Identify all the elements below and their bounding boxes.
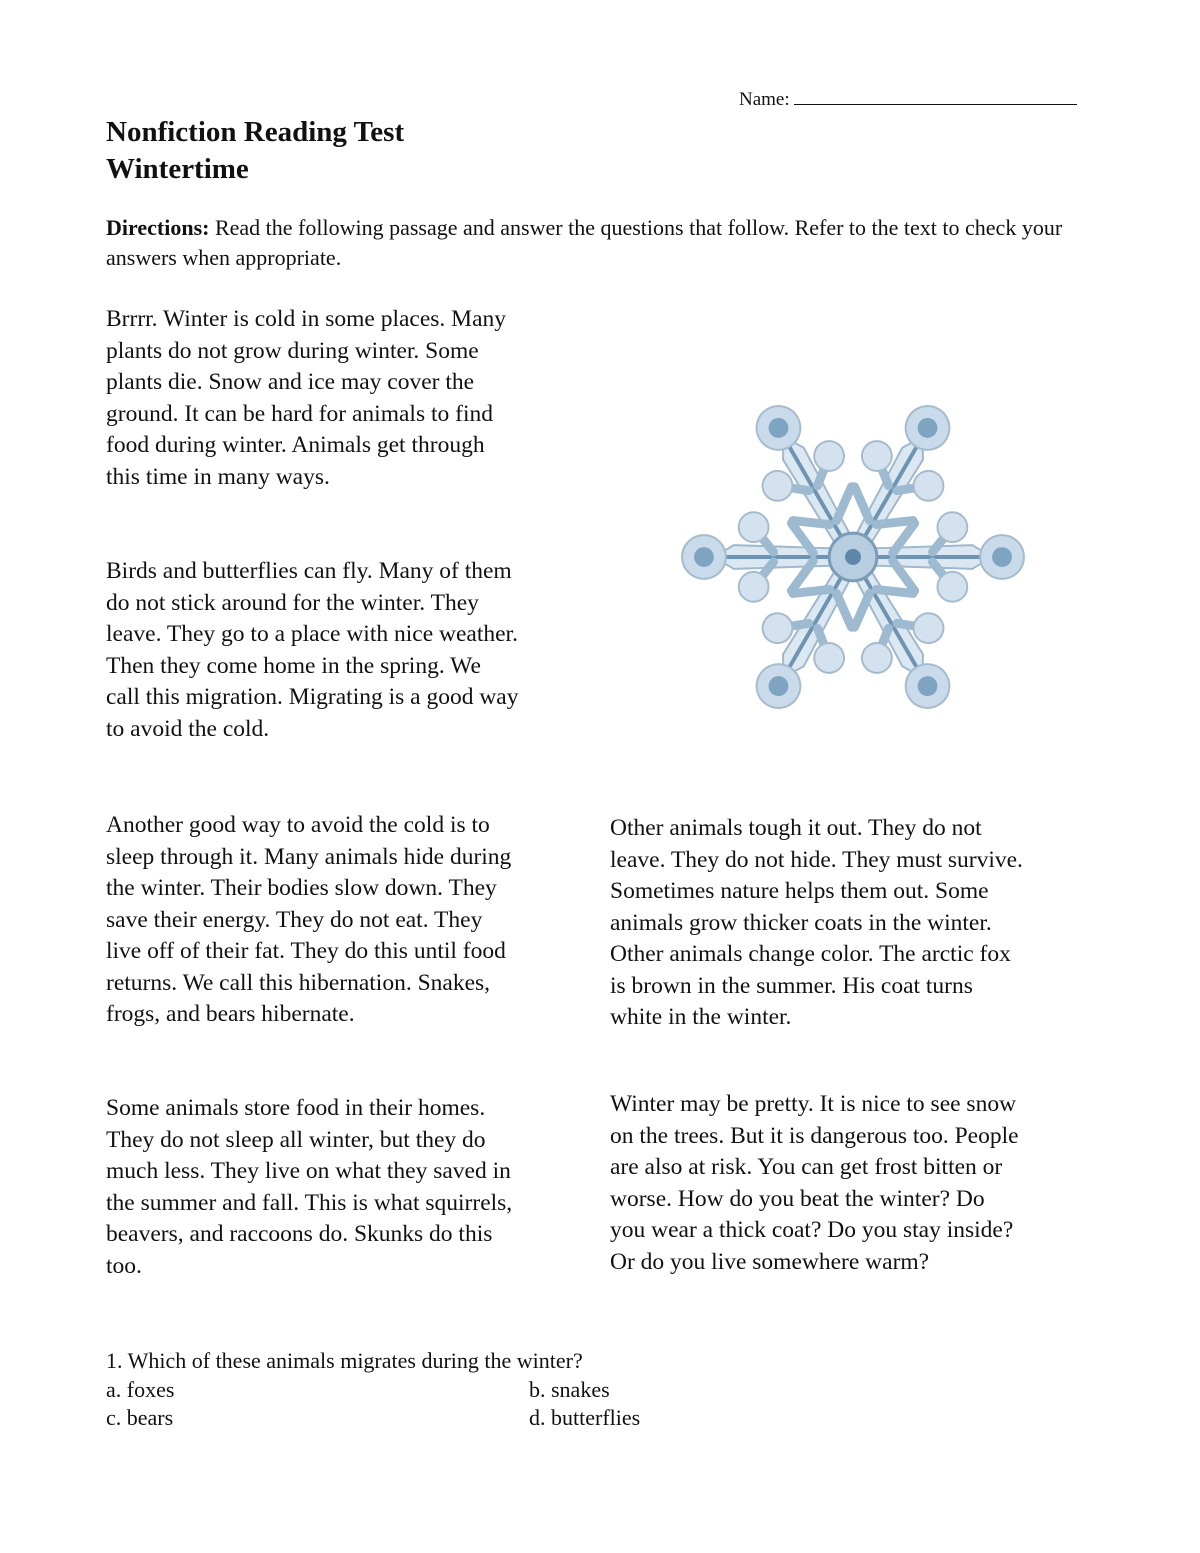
question-1-text: 1. Which of these animals migrates during the winter? <box>106 1348 583 1373</box>
directions-label: Directions: <box>106 215 210 240</box>
directions <box>106 213 1091 273</box>
question-1-option-a[interactable]: a. foxes <box>106 1377 175 1402</box>
title-line-1: Nonfiction Reading Test <box>106 116 405 148</box>
name-blank-line[interactable] <box>794 88 1077 105</box>
name-field[interactable] <box>739 88 1077 111</box>
question-1-option-b[interactable]: b. snakes <box>529 1377 610 1402</box>
passage-paragraph-2: Birds and butterflies can fly. Many of them do not stick around for the winter. They leave. They go to a place with nice weather. Then they come home in the spring. We call this migration. Migrating is a good way to avoid the cold. <box>106 558 519 742</box>
passage-paragraph-1: Brrrr. Winter is cold in some places. Many plants do not grow during winter. Some plants die. Snow and ice may cover the ground. It can be hard for animals to find food during winter. Animals get through this time in many ways. <box>106 306 506 490</box>
passage-paragraph-4: Other animals tough it out. They do not leave. They do not hide. They must survive. Sometimes nature helps them out. Some animals grow thicker coats in the winter. Other animals change color. The arctic fox is brown in the summer. His coat turns white in the winter. <box>610 815 1023 1030</box>
question-1-option-d[interactable]: d. butterflies <box>529 1405 641 1430</box>
directions-text: Read the following passage and answer the questions that follow. Refer to the text to check your answers when appropriate. <box>106 215 1063 270</box>
question-1-option-c[interactable]: c. bears <box>106 1405 174 1430</box>
passage-paragraph-6: Winter may be pretty. It is nice to see snow on the trees. But it is dangerous too. People are also at risk. You can get frost bitten or worse. How do you beat the winter? Do you wear a thick coat? Do you stay inside? Or do you live somewhere warm? <box>610 1091 1019 1275</box>
name-label: Name: <box>739 89 790 110</box>
passage-paragraph-3: Another good way to avoid the cold is to sleep through it. Many animals hide during the winter. Their bodies slow down. They save their energy. They do not eat. They live off of their fat. They do this until food returns. We call this hibernation. Snakes, frogs, and bears hibernate. <box>106 812 512 1027</box>
passage-paragraph-5: Some animals store food in their homes. They do not sleep all winter, but they do much less. They live on what they saved in the summer and fall. This is what squirrels, beavers, and raccoons do. Skunks do this too. <box>106 1095 513 1279</box>
snowflake-icon <box>672 398 1034 716</box>
title-line-2: Wintertime <box>106 153 249 185</box>
page-title <box>106 114 404 188</box>
